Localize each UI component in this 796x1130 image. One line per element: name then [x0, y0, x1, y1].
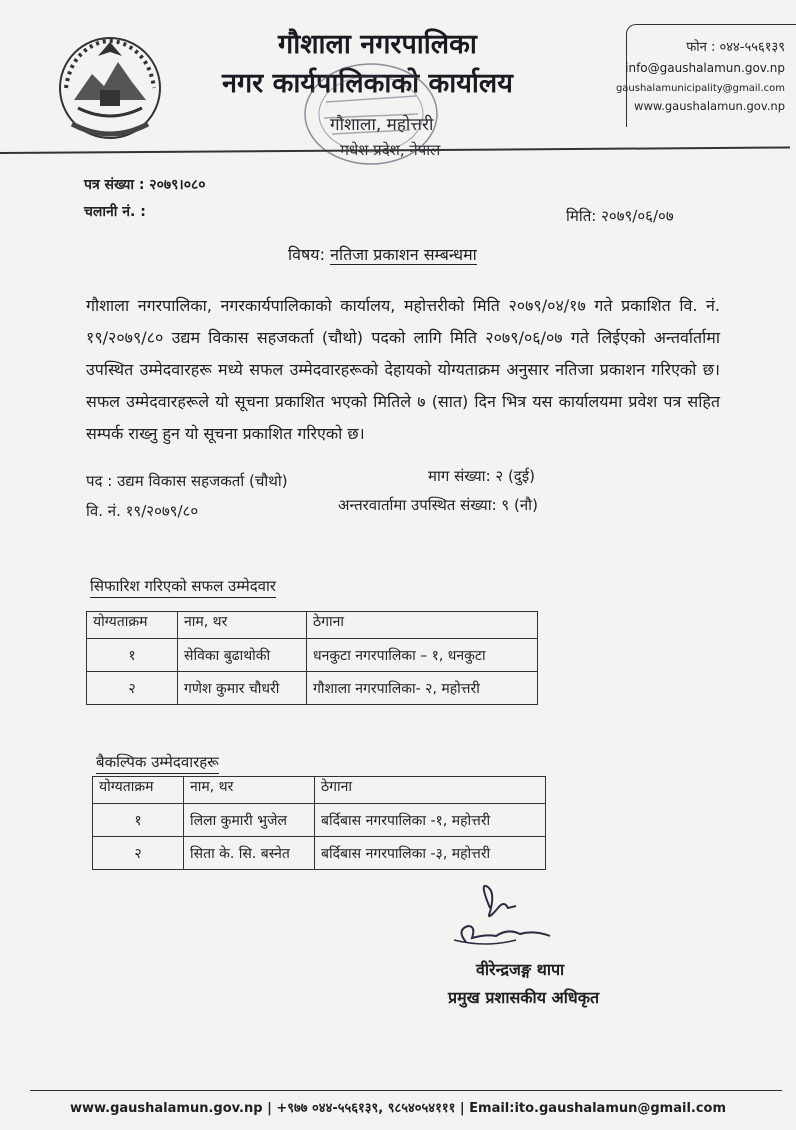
name-cell: गणेश कुमार चौधरी	[178, 672, 307, 705]
col-rank: योग्यताक्रम	[93, 777, 184, 804]
footer-divider	[30, 1090, 782, 1091]
notice-body: गौशाला नगरपालिका, नगरकार्यपालिकाको कार्यालय, महोत्तरीको मिति २०७९/०४/१७ गते प्रकाशित वि. नं. १९/२०७९/८० उद्यम विकास सहजकर्ता (चौथो) पदको लागि मिति २०७९/०६/०७ गते लिईएको अन्तर्वार्तामा उपस्थित उम्मेदवारहरू मध्ये सफल उम्मेदवारहरूको देहायको योग्यताक्रम अनुसार नतिजा प्रकाशन गरिएको छ। सफल उम्मेदवारहरूले यो सूचना प्रकाशित भएको मितिले ७ (सात) दिन भित्र यस कार्यालयमा प्रवेश पत्र सहित सम्पर्क राख्नु हुन यो सूचना प्रकाशित गरिएको छ।	[86, 296, 720, 443]
rank-cell: १	[87, 639, 178, 672]
advertisement-number: वि. नं. १९/२०७९/८०	[86, 502, 199, 520]
contact-website: www.gaushalamun.gov.np	[634, 99, 785, 113]
alternate-heading: बैकल्पिक उम्मेदवारहरू	[96, 752, 219, 774]
name-cell: सिता के. सि. बस्नेत	[184, 837, 315, 870]
address-cell: गौशाला नगरपालिका- २, महोत्तरी	[307, 672, 538, 705]
org-name: गौशाला नगरपालिका	[278, 29, 477, 60]
address-cell: बर्दिबास नगरपालिका -३, महोत्तरी	[315, 837, 546, 870]
demand-count: माग संख्या: २ (दुई)	[428, 467, 535, 485]
interview-attendance: अन्तरवार्तामा उपस्थित संख्या: ९ (नौ)	[338, 496, 538, 514]
footer-contact: www.gaushalamun.gov.np | +९७७ ०४४-५५६१३९, ९८५४०५४१११ | Email:ito.gaushalamun@gmail.com	[69, 1101, 727, 1116]
address-cell: बर्दिबास नगरपालिका -१, महोत्तरी	[315, 804, 546, 837]
table-row	[93, 837, 546, 870]
name-cell: लिला कुमारी भुजेल	[184, 804, 315, 837]
contact-box	[615, 24, 796, 127]
table-header-row	[87, 612, 538, 639]
rank-cell: १	[93, 804, 184, 837]
signatory-title: प्रमुख प्रशासकीय अधिकृत	[448, 988, 600, 1007]
col-name: नाम, थर	[184, 777, 315, 804]
office-name: नगर कार्यपालिकाको कार्यालय	[222, 68, 513, 99]
subject-label: विषय:	[288, 245, 325, 264]
phone-number: फोन : ०४४-५५६१३९	[686, 40, 785, 55]
table-row	[87, 639, 538, 672]
recommended-heading: सिफारिश गरिएको सफल उम्मेदवार	[90, 576, 276, 598]
col-address: ठेगाना	[315, 777, 546, 804]
table-row	[87, 672, 538, 705]
alternate-table	[92, 776, 546, 870]
post-name: पद : उद्यम विकास सहजकर्ता (चौथो)	[86, 472, 288, 490]
letter-number: पत्र संख्या : २०७९।०८०	[84, 177, 206, 193]
table-row	[93, 804, 546, 837]
col-rank: योग्यताक्रम	[87, 612, 178, 639]
letter-date: मिति: २०७९/०६/०७	[566, 207, 674, 225]
subject-line	[288, 243, 477, 265]
col-name: नाम, थर	[178, 612, 307, 639]
signatory-name: वीरेन्द्रजङ्ग थापा	[476, 960, 565, 979]
office-stamp	[296, 56, 446, 172]
handwritten-signature	[446, 878, 576, 952]
dispatch-number: चलानी नं. :	[84, 204, 146, 220]
recommended-table	[86, 611, 538, 705]
rank-cell: २	[87, 672, 178, 705]
address-line-1: गौशाला, महोत्तरी	[330, 115, 434, 135]
address-line-2: मधेश प्रदेश, नेपाल	[340, 141, 441, 159]
col-address: ठेगाना	[307, 612, 538, 639]
table-header-row	[93, 777, 546, 804]
name-cell: सेविका बुढाथोकी	[178, 639, 307, 672]
contact-email: info@gaushalamun.gov.np	[625, 61, 785, 75]
contact-email-gmail: gaushalamunicipality@gmail.com	[615, 83, 785, 94]
nepal-emblem-logo	[52, 28, 168, 146]
rank-cell: २	[93, 837, 184, 870]
address-cell: धनकुटा नगरपालिका – १, धनकुटा	[307, 639, 538, 672]
subject-text: नतिजा प्रकाशन सम्बन्धमा	[330, 245, 477, 264]
